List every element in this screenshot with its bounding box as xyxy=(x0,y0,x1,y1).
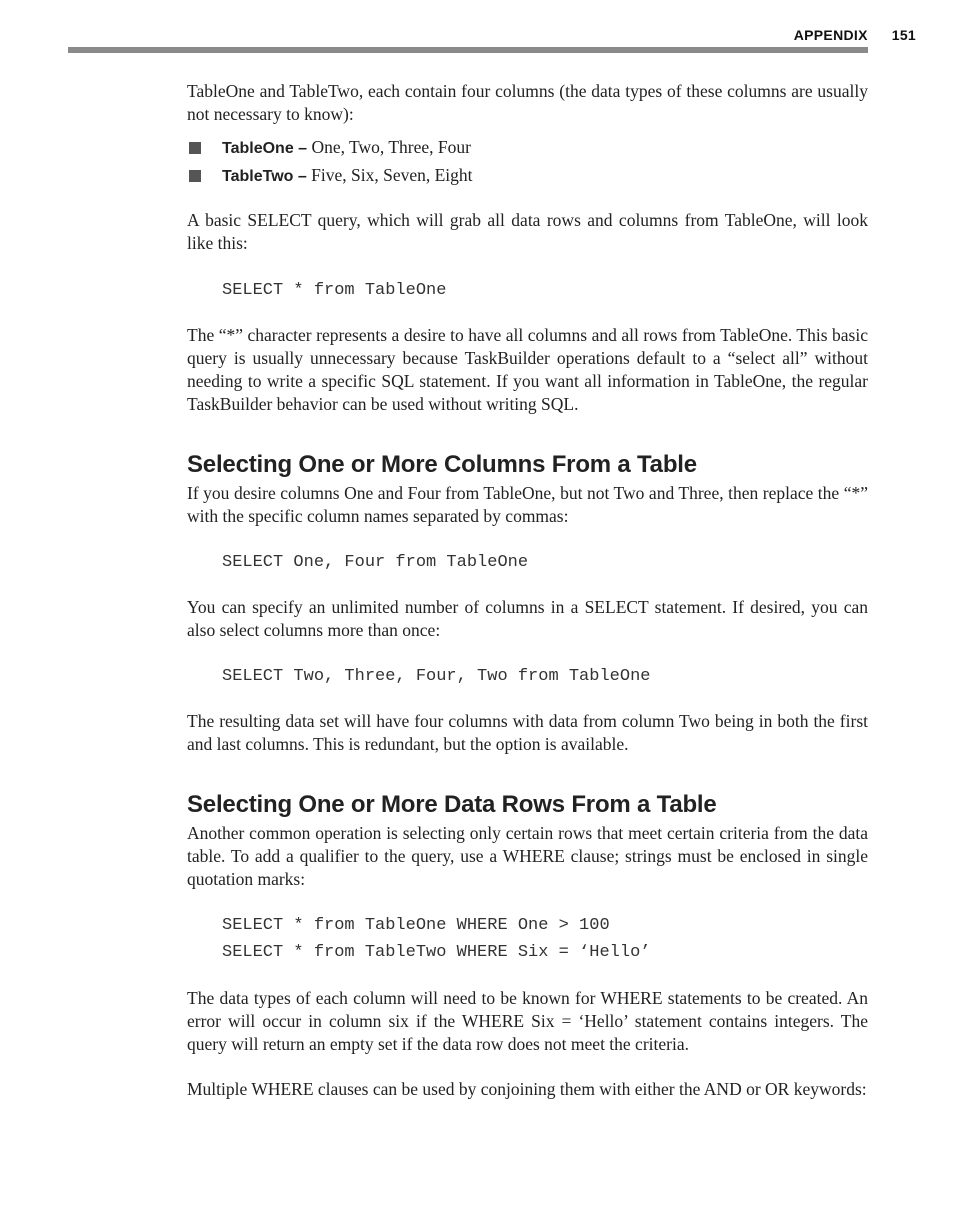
paragraph-datatypes: The data types of each column will need to be known for WHERE statements to be created. An error will occur in column six if the WHERE Six = ‘Hello’ statement contains integers. The query will return an empty set if the data row does not meet the criteria. xyxy=(187,988,868,1054)
header-section-title: APPENDIX xyxy=(793,27,868,43)
running-header xyxy=(794,27,916,43)
code-where-line: SELECT * from TableOne WHERE One > 100 xyxy=(222,916,610,935)
header-rule xyxy=(68,47,868,53)
page-body xyxy=(187,80,868,1101)
heading-selecting-rows: Selecting One or More Data Rows From a Table xyxy=(187,791,717,818)
paragraph-select-basic: A basic SELECT query, which will grab all data rows and columns from TableOne, will look like this: xyxy=(187,210,868,253)
paragraph-columns: If you desire columns One and Four from TableOne, but not Two and Three, then replace the “*” with the specific column names separated by commas: xyxy=(187,483,868,526)
list-item-text: Five, Six, Seven, Eight xyxy=(306,165,473,185)
bullet-square-icon xyxy=(189,142,201,154)
code-select-columns: SELECT One, Four from TableOne xyxy=(222,553,529,572)
paragraph-multiple: Multiple WHERE clauses can be used by conjoining them with either the AND or OR keywords: xyxy=(187,1079,867,1099)
table-list xyxy=(187,134,868,190)
page-number: 151 xyxy=(891,27,916,43)
heading-selecting-columns: Selecting One or More Columns From a Table xyxy=(187,451,697,478)
code-select-all: SELECT * from TableOne xyxy=(222,281,447,300)
code-where-line: SELECT * from TableTwo WHERE Six = ‘Hello’ xyxy=(222,943,651,962)
code-where-block xyxy=(187,912,868,966)
list-item-term: TableTwo – xyxy=(222,168,307,185)
paragraph-rows: Another common operation is selecting only certain rows that meet certain criteria from the data table. To add a qualifier to the query, use a WHERE clause; strings must be enclosed in single quotation marks: xyxy=(187,823,868,889)
bullet-square-icon xyxy=(189,170,201,182)
paragraph-star: The “*” character represents a desire to have all columns and all rows from TableOne. This basic query is usually unnecessary because TaskBuilder operations default to a “select all” without needing to write a specific SQL statement. If you want all information in TableOne, the regular TaskBuilder behavior can be used without writing SQL. xyxy=(187,325,868,414)
list-item xyxy=(187,134,868,162)
list-item-term: TableOne – xyxy=(222,140,308,157)
paragraph-unlimited: You can specify an unlimited number of columns in a SELECT statement. If desired, you can also select columns more than once: xyxy=(187,597,868,640)
list-item xyxy=(187,162,868,190)
intro-paragraph: TableOne and TableTwo, each contain four columns (the data types of these columns are usually not necessary to know): xyxy=(187,81,868,124)
code-select-repeat: SELECT Two, Three, Four, Two from TableOne xyxy=(222,667,651,686)
list-item-text: One, Two, Three, Four xyxy=(307,137,471,157)
paragraph-resulting: The resulting data set will have four columns with data from column Two being in both the first and last columns. This is redundant, but the option is available. xyxy=(187,711,868,754)
